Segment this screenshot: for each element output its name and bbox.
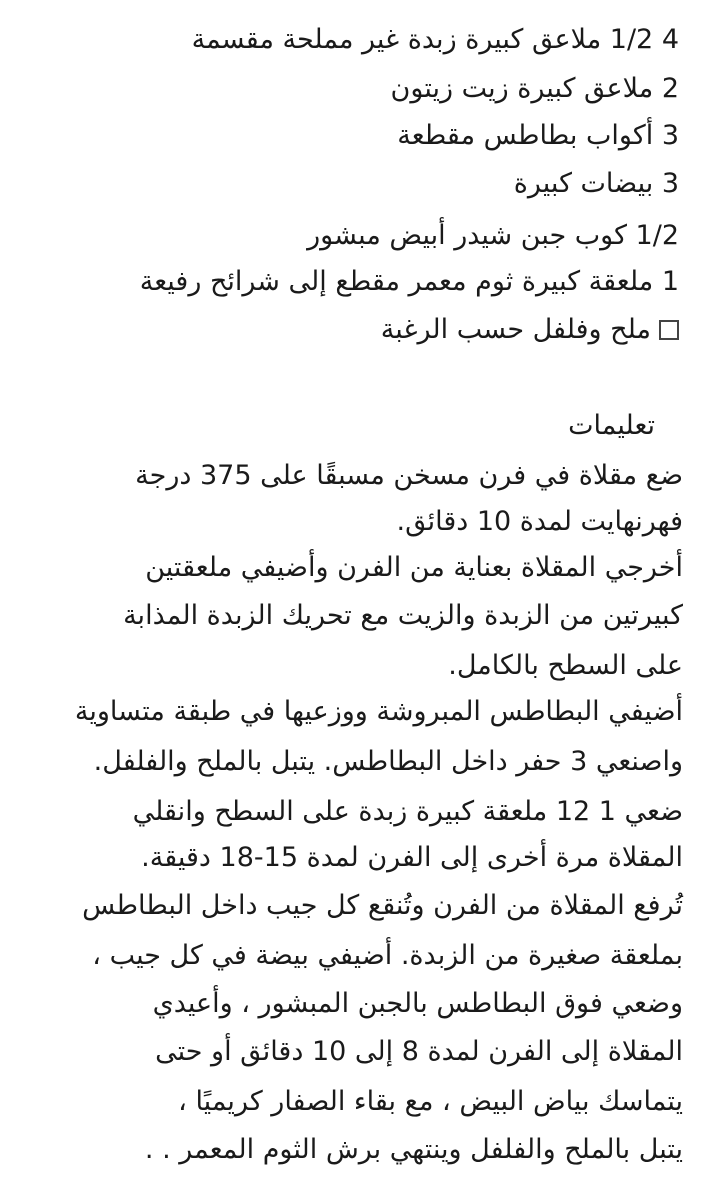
ingredient-line: 3 أكواب بطاطس مقطعة (397, 120, 679, 151)
checklist-row[interactable] (381, 310, 679, 350)
ingredient-line: 1 ملعقة كبيرة ثوم معمر مقطع إلى شرائح رفيعة (139, 266, 679, 297)
instruction-line: يتبل بالملح والفلفل وينتهي برش الثوم المعمر . . (144, 1134, 683, 1165)
checkbox[interactable] (659, 320, 679, 340)
instruction-line: ضعي 1 12 ملعقة كبيرة زبدة على السطح وانقلي (132, 796, 683, 827)
instruction-line: ضع مقلاة في فرن مسخن مسبقًا على 375 درجة (135, 460, 683, 491)
instruction-line: واصنعي 3 حفر داخل البطاطس. يتبل بالملح والفلفل. (93, 746, 683, 777)
ingredient-line: 1/2 كوب جبن شيدر أبيض مبشور (307, 220, 679, 251)
ingredient-line: 3 بيضات كبيرة (513, 168, 679, 199)
instructions-title: تعليمات (568, 410, 655, 441)
instruction-line: يتماسك بياض البيض ، مع بقاء الصفار كريميًا ، (178, 1086, 683, 1117)
instruction-line: أضيفي البطاطس المبروشة ووزعيها في طبقة متساوية (74, 696, 683, 727)
instruction-line: كبيرتين من الزبدة والزيت مع تحريك الزبدة المذابة (123, 600, 683, 631)
instruction-line: أخرجي المقلاة بعناية من الفرن وأضيفي ملعقتين (145, 552, 683, 583)
instruction-line: تُرفع المقلاة من الفرن وتُنقع كل جيب داخل البطاطس (82, 890, 683, 921)
checklist-label: ملح وفلفل حسب الرغبة (380, 314, 651, 345)
ingredient-line: 4 1/2 ملاعق كبيرة زبدة غير مملحة مقسمة (191, 24, 679, 55)
instruction-line: فهرنهايت لمدة 10 دقائق. (396, 506, 683, 537)
instruction-line: المقلاة مرة أخرى إلى الفرن لمدة 15-18 دقيقة. (141, 842, 683, 873)
ingredient-line: 2 ملاعق كبيرة زيت زيتون (390, 73, 679, 104)
instruction-line: بملعقة صغيرة من الزبدة. أضيفي بيضة في كل جيب ، (92, 940, 683, 971)
instruction-line: على السطح بالكامل. (448, 650, 683, 681)
instruction-line: وضعي فوق البطاطس بالجبن المبشور ، وأعيدي (152, 988, 683, 1019)
instruction-line: المقلاة إلى الفرن لمدة 8 إلى 10 دقائق أو حتى (155, 1036, 683, 1067)
